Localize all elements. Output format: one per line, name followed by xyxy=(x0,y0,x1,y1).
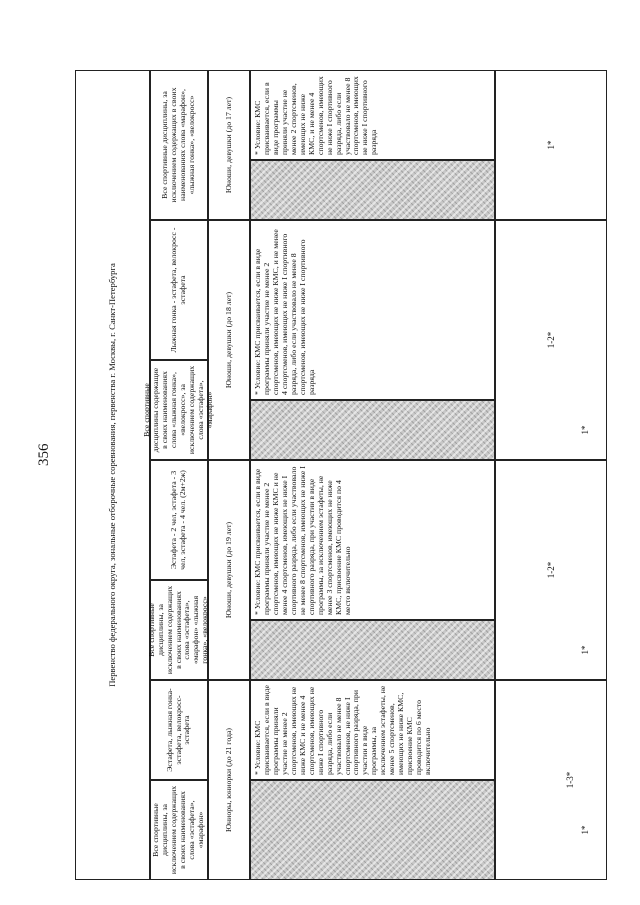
rotated-table xyxy=(75,70,607,880)
discipline-cell: Все спортивные дисциплины, за исключением содержащих в своих наименованиях слова «эстафета», «марафон» «лыжная гонка», «велокросс» xyxy=(150,580,208,680)
shaded-cell xyxy=(250,400,495,460)
shaded-cell xyxy=(250,620,495,680)
place-cell: 1-2* xyxy=(495,220,607,460)
age-group-cell: Юноши, девушки (до 19 лет) xyxy=(208,460,250,680)
shaded-cell xyxy=(250,780,495,880)
place-cell: 1* xyxy=(579,645,590,655)
place-cell: 1* xyxy=(579,425,590,435)
age-group-cell: Юноши, девушки (до 18 лет) xyxy=(208,220,250,460)
discipline-cell: Все спортивные дисциплины содержащие в своих наименованиях слова «лыжная гонка», «велокросс», за исключением содержащих слова «эстафета», «марафон» xyxy=(150,360,208,460)
competition-cell: Первенство федерального округа, зональные отборочные соревнования, первенства г. Москвы, г. Санкт-Петербурга xyxy=(75,70,150,880)
place-cell: 1-2* xyxy=(495,460,607,680)
condition-cell: * Условие: КМС присваивается, если в виде программы приняли участие не менее 2 спортсменов, имеющих не ниже КМС и не менее 4 спортсменов, имеющих не ниже I спортивного разряда, либо если участвовало не менее 8 спортсменов, не ниже I спортивного разряда, при участии в виде программы, за исключением эстафеты, не менее 5 спортсменов, имеющих не ниже КМС, присвоение КМС проводится по 6 место включительно xyxy=(250,680,495,780)
place-cell: 1* xyxy=(495,70,607,220)
age-group-cell: Юниоры, юниорки (до 21 года) xyxy=(208,680,250,880)
discipline-cell: Лыжная гонка - эстафета, велокросс - эстафета xyxy=(150,220,208,360)
age-group-cell: Юноши, девушки (до 17 лет) xyxy=(208,70,250,220)
condition-cell: * Условие: КМС присваивается, если в виде программы приняли участие не менее 2 спортсменов, имеющих не ниже КМС, и не менее 4 спортсменов, имеющих не ниже I спортивного разряда, либо если участвовало не менее 8 спортсменов, имеющих не ниже I спортивного разряда xyxy=(250,220,495,400)
discipline-cell: Эстафета, лыжная гонка-эстафета, велокросс-эстафета xyxy=(150,680,208,780)
place-cell: 1* xyxy=(579,825,590,835)
discipline-cell: Все спортивные дисциплины, за исключением содержащих в своих наименованиях слова «эстафета», «марафон» xyxy=(150,780,208,880)
page-number: 356 xyxy=(36,443,52,466)
place-cell: 1-3* xyxy=(495,680,607,880)
condition-cell: * Условие: КМС присваивается, если в виде программы приняли участие не менее 2 спортсменов, имеющих не ниже КМС, и не менее 4 спортсменов, имеющих не ниже I спортивного разряда, либо если участвовало не менее 8 спортсменов, имеющих не ниже I спортивного разряда xyxy=(250,70,495,160)
shaded-cell xyxy=(250,160,495,220)
discipline-cell: Эстафета - 2 чел, эстафета - 3 чел, эстафета - 4 чел. (2м+2ж) xyxy=(150,460,208,580)
condition-cell: * Условие: КМС присваивается, если в виде программы приняли участие не менее 2 спортсменов, имеющих не ниже КМС и не менее 4 спортсменов, имеющих не ниже I спортивного разряда, либо если участвовало не менее 8 спортсменов, имеющих не ниже I спортивного разряда, при участии в виде программы, за исключением эстафеты, не менее 3 спортсменов, имеющих не ниже КМС, присвоение КМС проводится по 4 место включительно xyxy=(250,460,495,620)
discipline-cell: Все спортивные дисциплины, за исключением содержащих в своих наименованиях слова «марафон», «лыжная гонка», «велокросс» xyxy=(150,70,208,220)
